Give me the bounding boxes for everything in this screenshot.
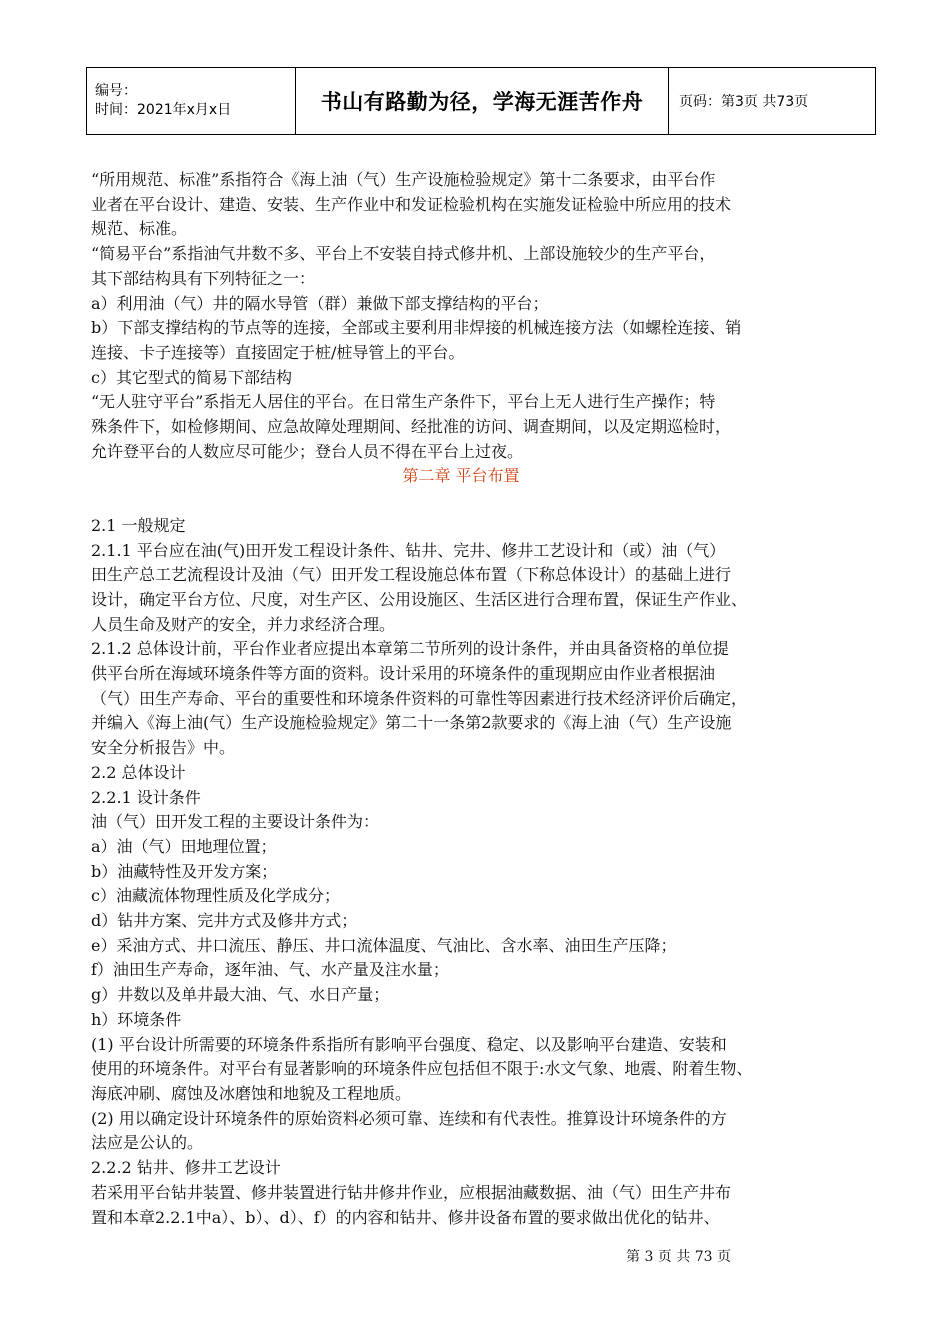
- section-line: g）井数以及单井最大油、气、水日产量；: [91, 985, 390, 1005]
- section-line: 若采用平台钻井装置、修井装置进行钻井修井作业，应根据油藏数据、油（气）田生产井布: [91, 1182, 732, 1202]
- section-line: 设计，确定平台方位、尺度，对生产区、公用设施区、生活区进行合理布置，保证生产作业、: [91, 589, 748, 609]
- body-line: “所用规范、标准”系指符合《海上油（气）生产设施检验规定》第十二条要求，由平台作: [91, 170, 716, 189]
- blank-line: [91, 489, 881, 514]
- section-line: 2.2 总体设计: [91, 762, 186, 782]
- section-line: 油（气）田开发工程的主要设计条件为：: [91, 812, 380, 832]
- section-line: 使用的环境条件。对平台有显著影响的环境条件应包括但不限于:水文气象、地震、附着生物、: [91, 1059, 753, 1079]
- body-line: a）利用油（气）井的隔水导管（群）兼做下部支撑结构的平台；: [91, 293, 549, 313]
- section-line: c）油藏流体物理性质及化学成分；: [91, 886, 340, 906]
- motto: 书山有路勤为径，学海无涯苦作舟: [296, 68, 669, 135]
- section-line: 人员生命及财产的安全，并力求经济合理。: [91, 614, 396, 634]
- section-line: 并编入《海上油(气）生产设施检验规定》第二十一条第2款要求的《海上油（气）生产设施: [91, 713, 732, 733]
- body-line: 业者在平台设计、建造、安装、生产作业中和发证检验机构在实施发证检验中所应用的技术: [91, 194, 732, 214]
- section-line: 2.1.1 平台应在油(气)田开发工程设计条件、钻井、完井、修井工艺设计和（或）油（气）: [91, 540, 726, 560]
- section-line: (2) 用以确定设计环境条件的原始资料必须可靠、连续和有代表性。推算设计环境条件的方: [91, 1108, 727, 1128]
- section-line: 置和本章2.2.1中a）、b）、d）、f）的内容和钻井、修井设备布置的要求做出优化的钻井、: [91, 1207, 720, 1227]
- header-left-cell: [87, 68, 296, 135]
- section-line: 2.2.1 设计条件: [91, 787, 201, 807]
- section-line: h）环境条件: [91, 1009, 182, 1029]
- section-line: f）油田生产寿命，逐年油、气、水产量及注水量；: [91, 960, 449, 980]
- body-line: b）下部支撑结构的节点等的连接，全部或主要利用非焊接的机械连接方法（如螺栓连接、销: [91, 318, 742, 338]
- section-line: b）油藏特性及开发方案；: [91, 861, 278, 881]
- document-body: [91, 168, 881, 1230]
- body-line: 连接、卡子连接等）直接固定于桩/桩导管上的平台。: [91, 342, 465, 362]
- chapter-title: 第二章 平台布置: [402, 466, 520, 486]
- section-line: a）油（气）田地理位置；: [91, 836, 277, 856]
- body-line: c）其它型式的简易下部结构: [91, 367, 292, 387]
- section-line: 海底冲刷、腐蚀及冰磨蚀和地貌及工程地质。: [91, 1084, 412, 1103]
- section-line: 2.2.2 钻井、修井工艺设计: [91, 1158, 281, 1178]
- page-info: 页码：第3页 共73页: [669, 68, 876, 135]
- section-line: 供平台所在海域环境条件等方面的资料。设计采用的环境条件的重现期应由作业者根据油: [91, 664, 716, 684]
- section-line: 2.1.2 总体设计前，平台作业者应提出本章第二节所列的设计条件，并由具备资格的单位提: [91, 639, 729, 659]
- section-line: 田生产总工艺流程设计及油（气）田开发工程设施总体布置（下称总体设计）的基础上进行: [91, 565, 732, 585]
- section-line: (1) 平台设计所需要的环境条件系指所有影响平台强度、稳定、以及影响平台建造、安装和: [91, 1034, 727, 1054]
- section-line: 2.1 一般规定: [91, 515, 186, 535]
- section-line: e）采油方式、井口流压、静压、井口流体温度、气油比、含水率、油田生产压降；: [91, 935, 677, 955]
- section-line: （气）田生产寿命、平台的重要性和环境条件资料的可靠性等因素进行技术经济评价后确定，: [91, 688, 748, 708]
- body-line: “简易平台”系指油气井数不多、平台上不安装自持式修井机、上部设施较少的生产平台，: [91, 244, 716, 264]
- body-line: “无人驻守平台”系指无人居住的平台。在日常生产条件下，平台上无人进行生产操作；特: [91, 392, 716, 412]
- body-line: 规范、标准。: [91, 219, 188, 239]
- page-footer: 第 3 页 共 73 页: [626, 1249, 731, 1265]
- body-line: 允许登平台的人数应尽可能少；登台人员不得在平台上过夜。: [91, 441, 524, 461]
- section-line: d）钻井方案、完井方式及修井方式；: [91, 911, 358, 931]
- section-line: 法应是公认的。: [91, 1133, 204, 1153]
- body-line: 其下部结构具有下列特征之一：: [91, 268, 316, 288]
- section-line: 安全分析报告》中。: [91, 738, 236, 758]
- time-label: 时间：2021年x月x日: [95, 102, 232, 118]
- serial-label: 编号：: [95, 83, 137, 99]
- page-header: [86, 67, 876, 135]
- body-line: 殊条件下，如检修期间、应急故障处理期间、经批准的访问、调查期间，以及定期巡检时，: [91, 417, 732, 437]
